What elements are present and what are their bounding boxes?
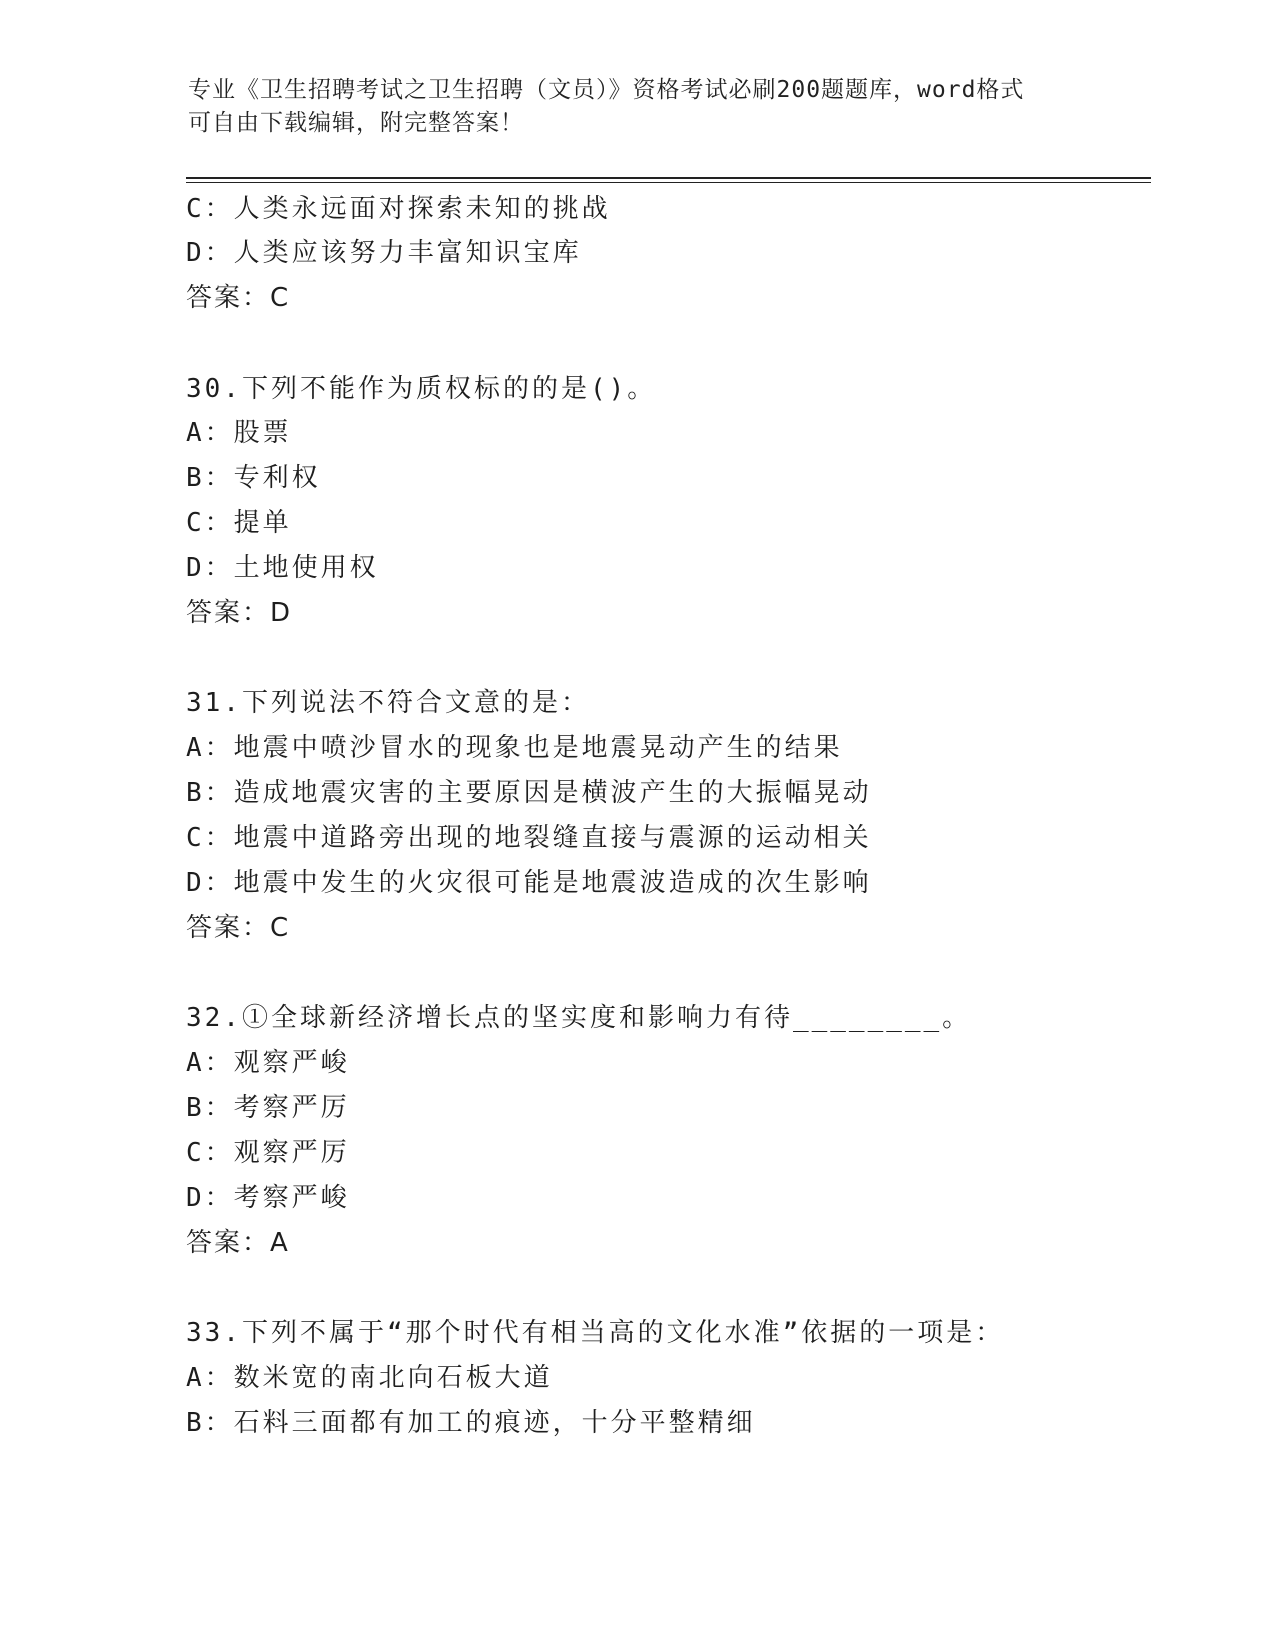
q32-option-a: A：观察严峻 bbox=[186, 1048, 350, 1078]
q31-option-c: C：地震中道路旁出现的地裂缝直接与震源的运动相关 bbox=[186, 823, 872, 853]
q32-question: 32.①全球新经济增长点的坚实度和影响力有待________。 bbox=[186, 1003, 972, 1033]
q32-option-c: C：观察严厉 bbox=[186, 1138, 350, 1168]
q33-option-b: B：石料三面都有加工的痕迹，十分平整精细 bbox=[186, 1408, 756, 1438]
q31-answer: 答案：C bbox=[186, 913, 291, 943]
q31-question: 31.下列说法不符合文意的是： bbox=[186, 688, 590, 718]
q32-answer: 答案：A bbox=[186, 1228, 290, 1258]
header-line-2: 可自由下载编辑，附完整答案！ bbox=[188, 110, 524, 136]
q30-option-a: A：股票 bbox=[186, 418, 292, 448]
document-header bbox=[188, 74, 1088, 140]
q31-option-d: D：地震中发生的火灾很可能是地震波造成的次生影响 bbox=[186, 868, 872, 898]
q30-option-b: B：专利权 bbox=[186, 463, 321, 493]
q29-answer: 答案：C bbox=[186, 283, 291, 313]
header-divider-top bbox=[186, 177, 1151, 179]
q32-option-b: B：考察严厉 bbox=[186, 1093, 350, 1123]
q33-option-a: A：数米宽的南北向石板大道 bbox=[186, 1363, 553, 1393]
q29-option-d: D：人类应该努力丰富知识宝库 bbox=[186, 238, 582, 268]
q30-answer: 答案：D bbox=[186, 598, 293, 628]
q31-option-a: A：地震中喷沙冒水的现象也是地震晃动产生的结果 bbox=[186, 733, 843, 763]
q30-option-d: D：土地使用权 bbox=[186, 553, 379, 583]
q32-option-d: D：考察严峻 bbox=[186, 1183, 350, 1213]
q33-question: 33.下列不属于“那个时代有相当高的文化水准”依据的一项是： bbox=[186, 1318, 1005, 1348]
q30-option-c: C：提单 bbox=[186, 508, 292, 538]
q31-option-b: B：造成地震灾害的主要原因是横波产生的大振幅晃动 bbox=[186, 778, 872, 808]
header-divider-bottom bbox=[186, 182, 1151, 183]
q30-question: 30.下列不能作为质权标的的是()。 bbox=[186, 374, 657, 404]
header-line-1: 专业《卫生招聘考试之卫生招聘（文员）》资格考试必刷200题题库，word格式 bbox=[188, 77, 1025, 103]
q29-option-c: C：人类永远面对探索未知的挑战 bbox=[186, 194, 611, 224]
